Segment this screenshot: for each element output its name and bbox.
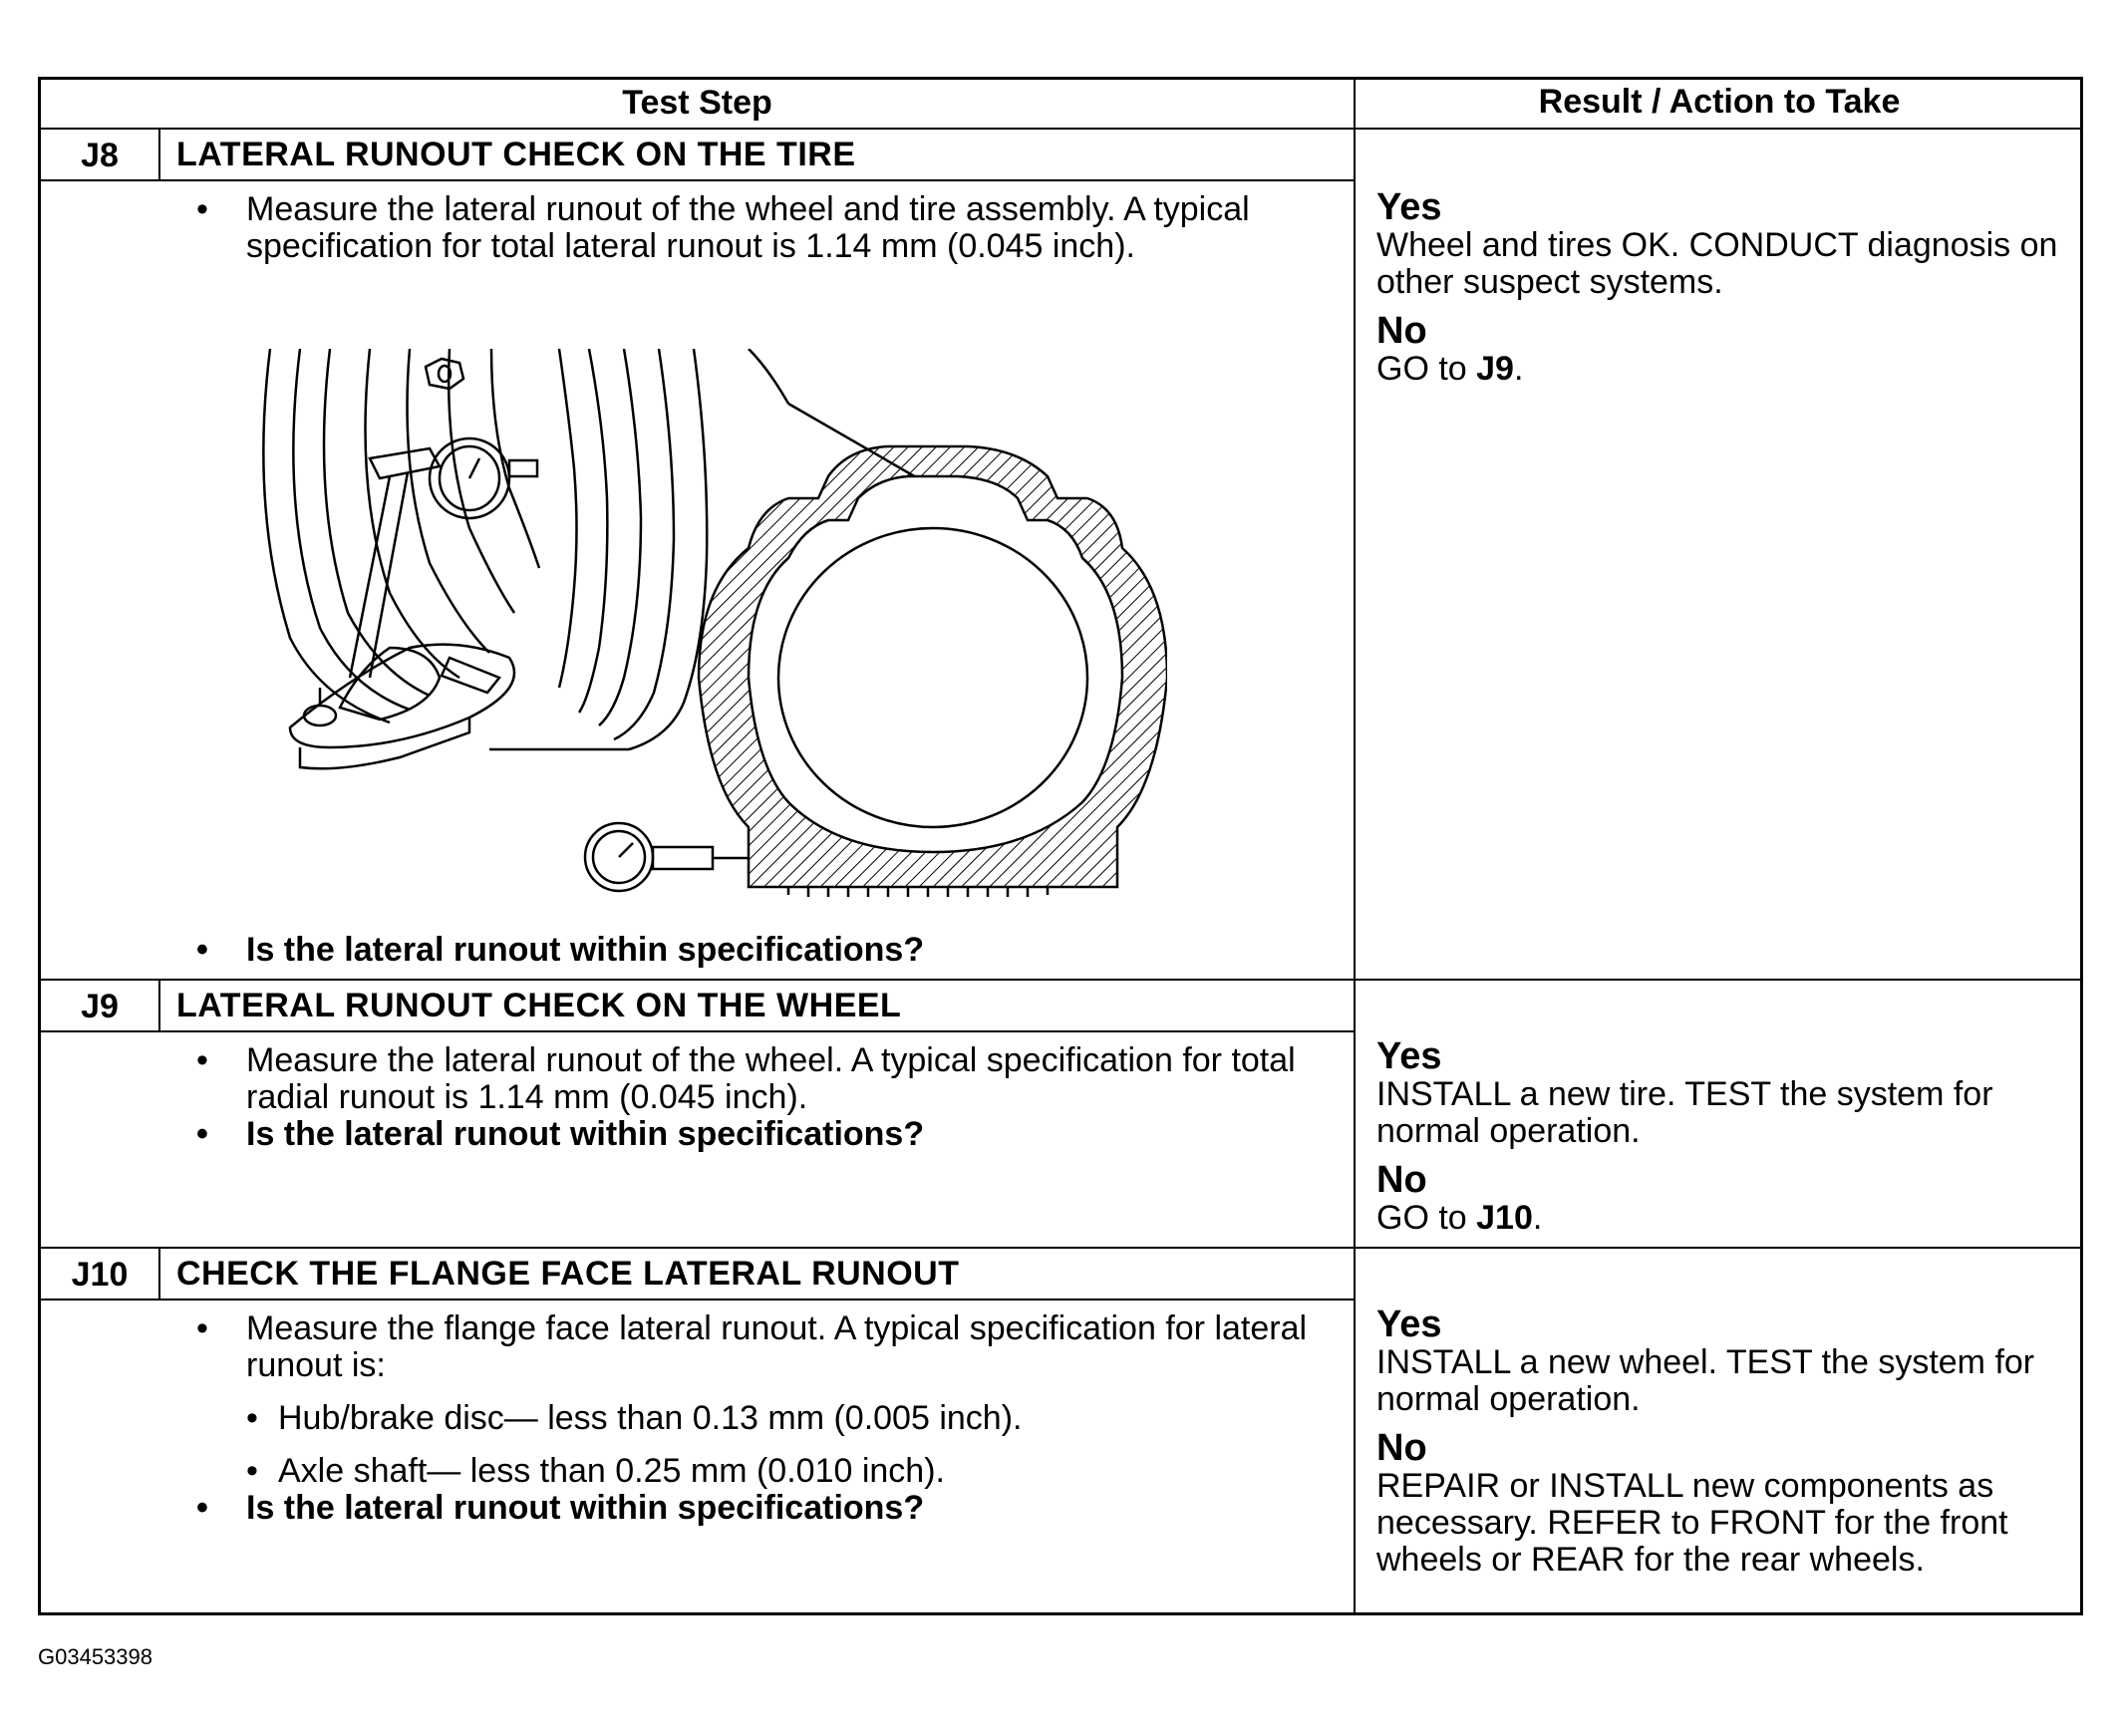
question-text-j8: • Is the lateral runout within specifications? xyxy=(188,932,1285,969)
step-number-divider xyxy=(158,979,160,1030)
question-text-j9: • Is the lateral runout within specifications? xyxy=(188,1116,1315,1153)
instruction-j8: • Measure the lateral runout of the wheel and tire assembly. A typical specification for total lateral runout is 1.14 mm (0.045 inch). xyxy=(188,191,1285,265)
step-title-j10: CHECK THE FLANGE FACE LATERAL RUNOUT xyxy=(176,1255,960,1293)
no-label-j9: No xyxy=(1376,1159,1427,1201)
tire-cross-section xyxy=(699,446,1167,897)
no-ref-j8: J9 xyxy=(1476,350,1514,388)
sub-item-hub-brake-disc: • Hub/brake disc— less than 0.13 mm (0.005 inch). xyxy=(188,1400,1335,1437)
lug-nut xyxy=(426,359,463,389)
step-number-j8: J8 xyxy=(81,137,119,174)
runout-gauge xyxy=(585,823,749,891)
no-text-suffix-j9: . xyxy=(1532,1199,1543,1237)
column-divider xyxy=(1354,80,1356,1615)
no-label-j10: No xyxy=(1376,1427,1427,1469)
j9-title-divider xyxy=(41,1030,1354,1032)
yes-text-j10: INSTALL a new wheel. TEST the system for normal operation. xyxy=(1376,1343,2035,1418)
yes-label-j10: Yes xyxy=(1376,1303,1442,1345)
result-action-header: Result / Action to Take xyxy=(1538,83,1901,121)
figure-id: G03453398 xyxy=(38,1644,152,1669)
j8-title-divider xyxy=(41,179,1354,181)
j10-title-divider xyxy=(41,1299,1354,1301)
no-text-j10: REPAIR or INSTALL new components as necessary. REFER to FRONT for the front wheels or REAR for the rear wheels. xyxy=(1376,1467,2008,1579)
question-text-j10: • Is the lateral runout within specifications? xyxy=(188,1490,1335,1527)
yes-text-j9: INSTALL a new tire. TEST the system for normal operation. xyxy=(1376,1075,1993,1150)
no-text-j8 xyxy=(1376,351,2074,388)
result-j8 xyxy=(1376,187,2074,398)
row-divider xyxy=(41,1247,2083,1249)
result-j9 xyxy=(1376,1036,2074,1247)
no-ref-j9: J10 xyxy=(1476,1199,1533,1237)
no-text-prefix-j8: GO to xyxy=(1376,350,1477,388)
no-text-j9 xyxy=(1376,1200,2074,1237)
instruction-j9: • Measure the lateral runout of the wheel. A typical specification for total radial runout is 1.14 mm (0.045 inch). xyxy=(188,1042,1315,1116)
step-body-j8 xyxy=(188,191,1285,265)
no-text-suffix-j8: . xyxy=(1513,350,1524,388)
step-number-j10: J10 xyxy=(71,1256,129,1294)
test-step-header: Test Step xyxy=(622,84,772,122)
result-j10 xyxy=(1376,1304,2074,1589)
yes-label-j9: Yes xyxy=(1376,1035,1442,1077)
step-number-divider xyxy=(158,128,160,179)
step-title-j8: LATERAL RUNOUT CHECK ON THE TIRE xyxy=(176,136,856,173)
sub-item-axle-shaft: • Axle shaft— less than 0.25 mm (0.010 inch). xyxy=(188,1453,1335,1490)
step-number-j9: J9 xyxy=(81,988,119,1025)
yes-text-j8: Wheel and tires OK. CONDUCT diagnosis on other suspect systems. xyxy=(1376,226,2058,301)
runout-measurement-illustration xyxy=(230,349,1167,1007)
yes-label-j8: Yes xyxy=(1376,186,1442,228)
step-number-divider xyxy=(158,1247,160,1299)
step-body-j9 xyxy=(188,1042,1315,1153)
header-divider xyxy=(41,128,2083,130)
step-title-j9: LATERAL RUNOUT CHECK ON THE WHEEL xyxy=(176,987,902,1024)
step-body-j10 xyxy=(188,1310,1335,1527)
diagnostic-table xyxy=(38,77,2083,1615)
instruction-j10: • Measure the flange face lateral runout. A typical specification for lateral runout is: xyxy=(188,1310,1335,1384)
no-label-j8: No xyxy=(1376,310,1427,352)
question-j8 xyxy=(188,932,1285,969)
no-text-prefix-j9: GO to xyxy=(1376,1199,1477,1237)
